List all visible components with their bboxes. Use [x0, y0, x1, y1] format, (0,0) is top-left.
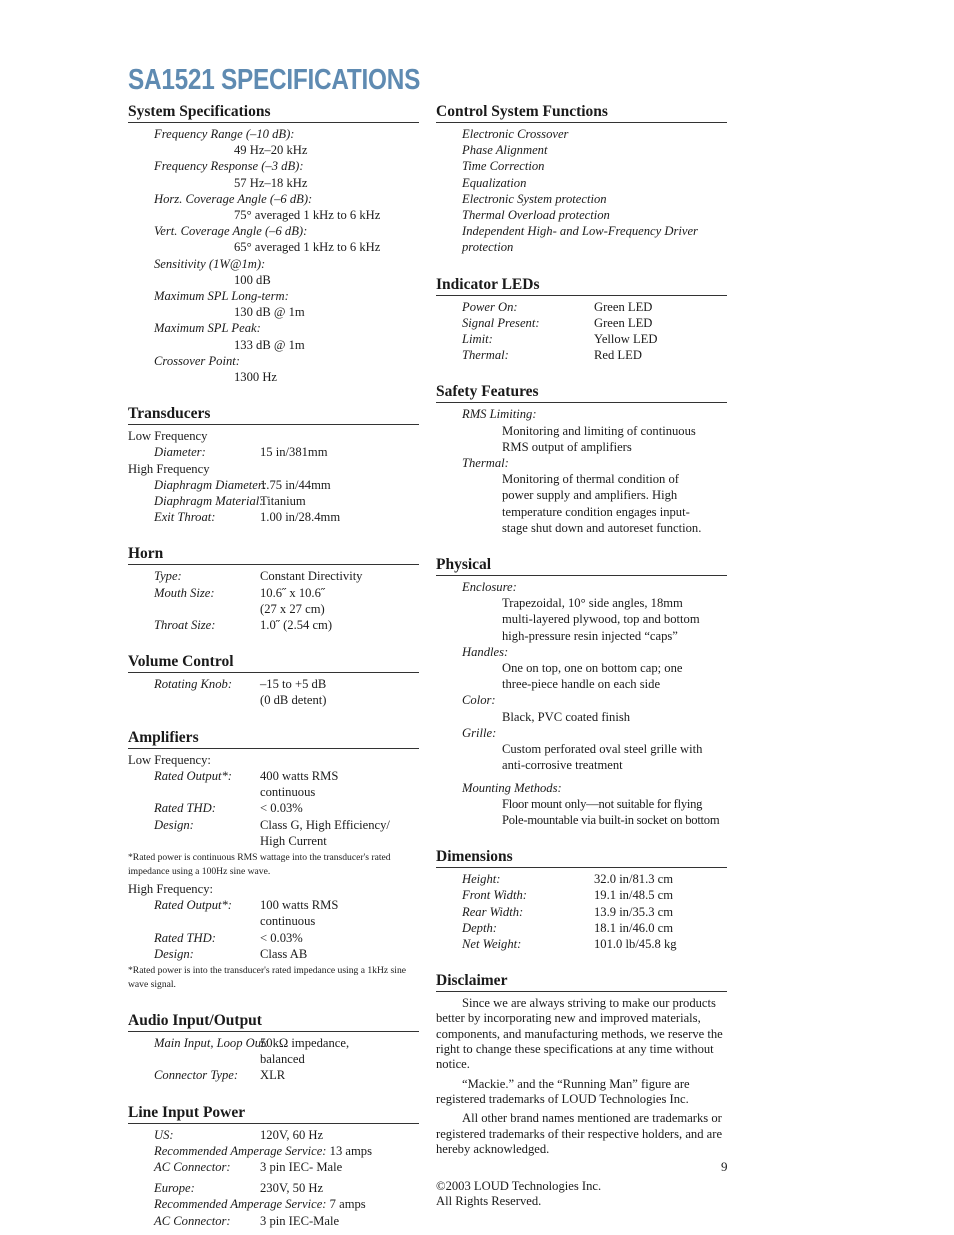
spec-value: 13 amps — [329, 1143, 372, 1158]
spec-label: Horz. Coverage Angle (–6 dB): — [154, 191, 313, 206]
list-item: protection — [462, 240, 514, 255]
spec-value: 101.0 lb/45.8 kg — [594, 936, 677, 951]
safety-features-section — [436, 382, 727, 536]
spec-label: Limit: — [462, 332, 493, 347]
spec-value: Titanium — [260, 494, 306, 509]
section-heading: Transducers — [128, 404, 419, 425]
spec-label: Front Width: — [462, 888, 527, 903]
spec-label: Diaphragm Diameter: — [154, 477, 267, 492]
spec-value: High Current — [260, 833, 327, 848]
spec-value: (0 dB detent) — [260, 693, 327, 708]
spec-label: RMS Limiting: — [462, 407, 537, 422]
spec-label: Mouth Size: — [154, 585, 215, 600]
volume-control-section — [128, 652, 419, 708]
right-column — [436, 102, 727, 1210]
spec-label: US: — [154, 1127, 174, 1142]
section-heading: Physical — [436, 555, 727, 576]
left-column — [128, 102, 419, 1229]
spec-value: Black, PVC coated finish — [502, 709, 631, 724]
list-item: Equalization — [462, 175, 527, 190]
copyright — [436, 1179, 727, 1210]
list-item: Phase Alignment — [462, 143, 548, 158]
section-heading: Control System Functions — [436, 102, 727, 123]
spec-label: AC Connector: — [154, 1159, 231, 1174]
footnote: *Rated power is into the transducer's rated impedance using a 1kHz sine wave signal. — [128, 964, 406, 990]
spec-value: –15 to +5 dB — [260, 677, 327, 692]
section-heading: Indicator LEDs — [436, 275, 727, 296]
spec-label: Vert. Coverage Angle (–6 dB): — [154, 224, 308, 239]
spec-value: Monitoring and limiting of continuous — [502, 423, 696, 438]
subheading: High Frequency: — [128, 881, 213, 896]
spec-label: Crossover Point: — [154, 353, 240, 368]
spec-value: < 0.03% — [260, 801, 303, 816]
spec-value: power supply and amplifiers. High — [502, 488, 678, 503]
subheading: High Frequency — [128, 461, 210, 476]
spec-label: Rated Output*: — [154, 898, 232, 913]
spec-label: AC Connector: — [154, 1213, 231, 1228]
page-title: SA1521 SPECIFICATIONS — [128, 64, 421, 96]
spec-label: Power On: — [462, 299, 518, 314]
transducers-section — [128, 404, 419, 525]
spec-label: Diameter: — [154, 445, 206, 460]
disclaimer-paragraph: All other brand names mentioned are trademarks or registered trademarks of their respective holders, and are hereby acknowledged. — [436, 1111, 723, 1156]
page-number: 9 — [721, 1159, 728, 1174]
spec-label: Connector Type: — [154, 1068, 239, 1083]
spec-row — [436, 331, 727, 347]
dimensions-section — [436, 847, 727, 952]
spec-label: Grille: — [462, 725, 497, 740]
spec-label: Europe: — [154, 1181, 195, 1196]
spec-value: high-pressure resin injected “caps” — [502, 628, 678, 643]
spec-row — [436, 904, 727, 920]
spec-value: 100 dB — [234, 272, 271, 287]
spec-value: 49 Hz–20 kHz — [234, 143, 308, 158]
spec-value: continuous — [260, 914, 316, 929]
spec-value: 65° averaged 1 kHz to 6 kHz — [234, 240, 381, 255]
section-heading: Dimensions — [436, 847, 727, 868]
spec-value: (27 x 27 cm) — [260, 601, 325, 616]
spec-value: 1.00 in/28.4mm — [260, 510, 341, 525]
spec-label: Rated Output*: — [154, 768, 232, 783]
line-input-power-section — [128, 1103, 419, 1229]
spec-label: Maximum SPL Long-term: — [154, 289, 289, 304]
spec-label: Signal Present: — [462, 315, 540, 330]
led-list — [436, 296, 727, 364]
subheading: Low Frequency: — [128, 752, 211, 767]
spec-label: Recommended Amperage Service: — [154, 1143, 327, 1158]
spec-value: continuous — [260, 785, 316, 800]
spec-value: 18.1 in/46.0 cm — [594, 920, 674, 935]
footnote: *Rated power is continuous RMS wattage into the transducer's rated impedance using a 100Hz sine wave. — [128, 851, 391, 877]
disclaimer-paragraph: “Mackie.” and the “Running Man” figure are registered trademarks of LOUD Technologies Inc. — [436, 1076, 690, 1106]
list-item: Independent High- and Low-Frequency Driver — [462, 224, 698, 239]
section-heading: Volume Control — [128, 652, 419, 673]
spec-row — [436, 887, 727, 903]
spec-value: XLR — [260, 1068, 286, 1083]
spec-value: anti-corrosive treatment — [502, 758, 623, 773]
spec-value: 75° averaged 1 kHz to 6 kHz — [234, 208, 381, 223]
system-specs-list — [128, 123, 419, 385]
spec-value: Red LED — [594, 348, 642, 363]
spec-label: Design: — [154, 946, 194, 961]
spec-label: Enclosure: — [462, 580, 517, 595]
spec-value: 3 pin IEC- Male — [260, 1159, 343, 1174]
spec-value: 7 amps — [329, 1197, 366, 1212]
spec-label: Depth: — [462, 920, 497, 935]
spec-row — [436, 315, 727, 331]
section-heading: Audio Input/Output — [128, 1011, 419, 1032]
spec-label: Design: — [154, 817, 194, 832]
copyright-text: ©2003 LOUD Technologies Inc. — [436, 1179, 602, 1194]
spec-label: Rotating Knob: — [154, 677, 233, 692]
spec-value: 19.1 in/48.5 cm — [594, 888, 674, 903]
spec-row — [436, 920, 727, 936]
section-heading: Line Input Power — [128, 1103, 419, 1124]
list-item: Thermal Overload protection — [462, 208, 610, 223]
spec-value: Yellow LED — [594, 332, 658, 347]
list-item: Time Correction — [462, 159, 545, 174]
spec-value: Custom perforated oval steel grille with — [502, 742, 703, 757]
spec-label: Type: — [154, 569, 182, 584]
spec-value: One on top, one on bottom cap; one — [502, 661, 683, 676]
spec-value: RMS output of amplifiers — [502, 439, 632, 454]
spec-label: Maximum SPL Peak: — [154, 321, 261, 336]
list-item: Electronic System protection — [462, 191, 607, 206]
spec-label: Net Weight: — [462, 936, 522, 951]
spec-label: Rated THD: — [154, 801, 216, 816]
control-system-section — [436, 102, 727, 256]
spec-value: three-piece handle on each side — [502, 677, 661, 692]
spec-value: 133 dB @ 1m — [234, 337, 305, 352]
spec-label: Mounting Methods: — [462, 780, 562, 795]
spec-value: 230V, 50 Hz — [260, 1181, 324, 1196]
physical-section — [436, 555, 727, 828]
spec-value: Constant Directivity — [260, 569, 363, 584]
spec-value: Class AB — [260, 946, 308, 961]
spec-value: 3 pin IEC-Male — [260, 1213, 340, 1228]
spec-value: Monitoring of thermal condition of — [502, 472, 679, 487]
spec-label: Throat Size: — [154, 618, 216, 633]
spec-value: balanced — [260, 1052, 305, 1067]
spec-row — [436, 936, 727, 952]
spec-label: Sensitivity (1W@1m): — [154, 256, 266, 271]
spec-value: 57 Hz–18 kHz — [234, 175, 308, 190]
spec-value: 10.6˝ x 10.6˝ — [260, 585, 326, 600]
list-item: Electronic Crossover — [462, 127, 569, 141]
spec-value: Floor mount only—not suitable for flying — [502, 796, 703, 811]
system-specifications-section — [128, 102, 419, 385]
spec-label: Diaphragm Material: — [154, 494, 264, 509]
amplifiers-section — [128, 728, 419, 992]
spec-value: 1300 Hz — [234, 370, 278, 385]
spec-value: 13.9 in/35.3 cm — [594, 904, 674, 919]
subheading: Low Frequency — [128, 429, 208, 444]
spec-value: Trapezoidal, 10° side angles, 18mm — [502, 596, 683, 611]
spec-label: Frequency Response (–3 dB): — [154, 159, 304, 174]
control-functions-list — [436, 123, 727, 256]
spec-row — [436, 347, 727, 363]
horn-section — [128, 544, 419, 633]
section-heading: Horn — [128, 544, 419, 565]
section-heading: System Specifications — [128, 102, 419, 123]
audio-io-section — [128, 1011, 419, 1084]
spec-label: Rated THD: — [154, 930, 216, 945]
spec-value: Pole-mountable via built-in socket on bottom — [502, 812, 720, 827]
spec-value: 100 watts RMS — [260, 898, 339, 913]
spec-value: 120V, 60 Hz — [260, 1127, 324, 1142]
spec-value: 15 in/381mm — [260, 445, 328, 460]
spec-value: < 0.03% — [260, 930, 303, 945]
spec-value: multi-layered plywood, top and bottom — [502, 612, 700, 627]
spec-value: 130 dB @ 1m — [234, 305, 305, 320]
spec-label: Handles: — [462, 644, 509, 659]
spec-value: Green LED — [594, 315, 653, 330]
disclaimer-paragraph: Since we are always striving to make our products better by incorporating new and improved materials, components, and manufacturing methods, we reserve the right to change these specifications at any time without notice. — [436, 996, 723, 1072]
rights-text: All Rights Reserved. — [436, 1194, 542, 1209]
spec-value: 1.0˝ (2.54 cm) — [260, 618, 333, 633]
dimensions-list — [436, 868, 727, 952]
spec-label: Height: — [462, 872, 501, 887]
spec-label: Main Input, Loop Out: — [154, 1035, 269, 1050]
spec-label: Thermal: — [462, 456, 509, 471]
spec-value: 400 watts RMS — [260, 768, 339, 783]
spec-value: 32.0 in/81.3 cm — [594, 872, 674, 887]
spec-label: Recommended Amperage Service: — [154, 1197, 327, 1212]
spec-value: 50kΩ impedance, — [260, 1035, 350, 1050]
spec-label: Rear Width: — [462, 904, 524, 919]
spec-value: stage shut down and autoreset function. — [502, 520, 702, 535]
spec-label: Exit Throat: — [154, 510, 216, 525]
spec-label: Color: — [462, 693, 496, 708]
spec-value: Class G, High Efficiency/ — [260, 817, 390, 832]
disclaimer-section — [436, 971, 727, 1210]
spec-label: Thermal: — [462, 348, 509, 363]
spec-label: Frequency Range (–10 dB): — [154, 127, 295, 141]
spec-row — [436, 871, 727, 887]
spec-value: 1.75 in/44mm — [260, 477, 331, 492]
spec-row — [436, 299, 727, 315]
spec-value: temperature condition engages input- — [502, 504, 690, 519]
indicator-leds-section — [436, 275, 727, 364]
section-heading: Amplifiers — [128, 728, 419, 749]
section-heading: Disclaimer — [436, 971, 727, 992]
spec-value: Green LED — [594, 299, 653, 314]
section-heading: Safety Features — [436, 382, 727, 403]
